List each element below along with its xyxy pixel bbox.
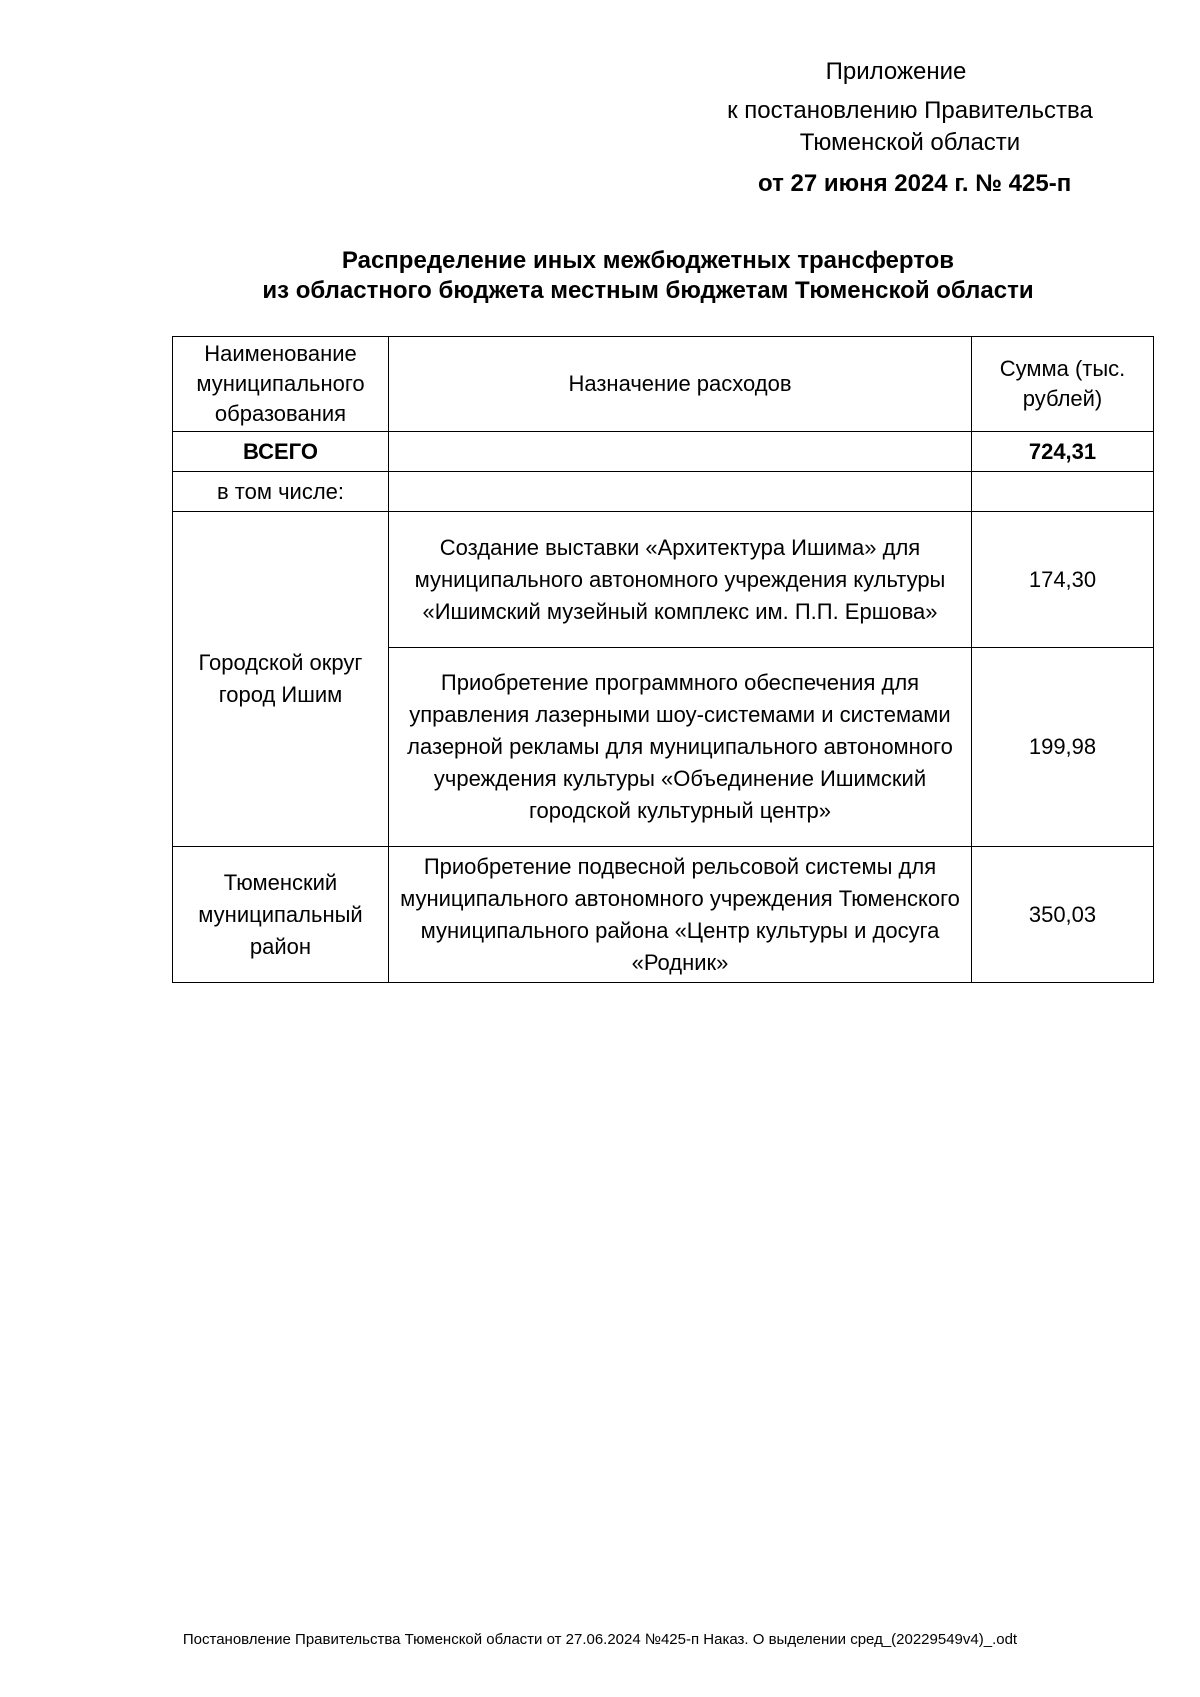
expense-sum: 199,98 xyxy=(972,648,1154,847)
expense-purpose: Приобретение программного обеспечения для управления лазерными шоу-системами и системами лазерной рекламы для муниципального автономного учреждения культуры «Объединение Ишимский городской культурный центр» xyxy=(389,648,972,847)
total-purpose xyxy=(389,432,972,472)
municipality-name: Городской округ город Ишим xyxy=(173,512,389,847)
header-purpose: Назначение расходов xyxy=(389,337,972,432)
header-municipality: Наименование муниципального образования xyxy=(173,337,389,432)
total-sum: 724,31 xyxy=(972,432,1154,472)
expense-sum: 350,03 xyxy=(972,847,1154,983)
appendix-reference-line1: к постановлению Правительства xyxy=(727,97,1093,124)
total-label: ВСЕГО xyxy=(173,432,389,472)
header-sum: Сумма (тыс. рублей) xyxy=(972,337,1154,432)
expense-purpose: Приобретение подвесной рельсовой системы для муниципального автономного учреждения Тюменского муниципального района «Центр культуры и досуга «Родник» xyxy=(389,847,972,983)
including-label: в том числе: xyxy=(173,472,389,512)
resolution-date-number: от 27 июня 2024 г. № 425-п xyxy=(758,170,1072,197)
table-row xyxy=(173,847,1154,983)
page-footer: Постановление Правительства Тюменской области от 27.06.2024 №425-п Наказ. О выделении сред_(20229549v4)_.odt xyxy=(182,1631,1018,1648)
total-row xyxy=(173,432,1154,472)
table-header-row xyxy=(173,337,1154,432)
appendix-reference xyxy=(690,95,1130,159)
including-purpose-empty xyxy=(389,472,972,512)
document-title-line1: Распределение иных межбюджетных трансфертов xyxy=(341,247,955,274)
expense-sum: 174,30 xyxy=(972,512,1154,648)
including-sum-empty xyxy=(972,472,1154,512)
document-title xyxy=(158,246,1138,306)
document-title-line2: из областного бюджета местным бюджетам Тюменской области xyxy=(262,277,1034,304)
appendix-title: Приложение xyxy=(825,58,967,85)
table-row xyxy=(173,512,1154,648)
including-row xyxy=(173,472,1154,512)
appendix-block xyxy=(690,55,1130,201)
appendix-reference-line2: Тюменской области xyxy=(799,129,1021,156)
expense-purpose: Создание выставки «Архитектура Ишима» для муниципального автономного учреждения культуры «Ишимский музейный комплекс им. П.П. Ершова» xyxy=(389,512,972,648)
transfers-table xyxy=(172,336,1154,983)
municipality-name: Тюменский муниципальный район xyxy=(173,847,389,983)
